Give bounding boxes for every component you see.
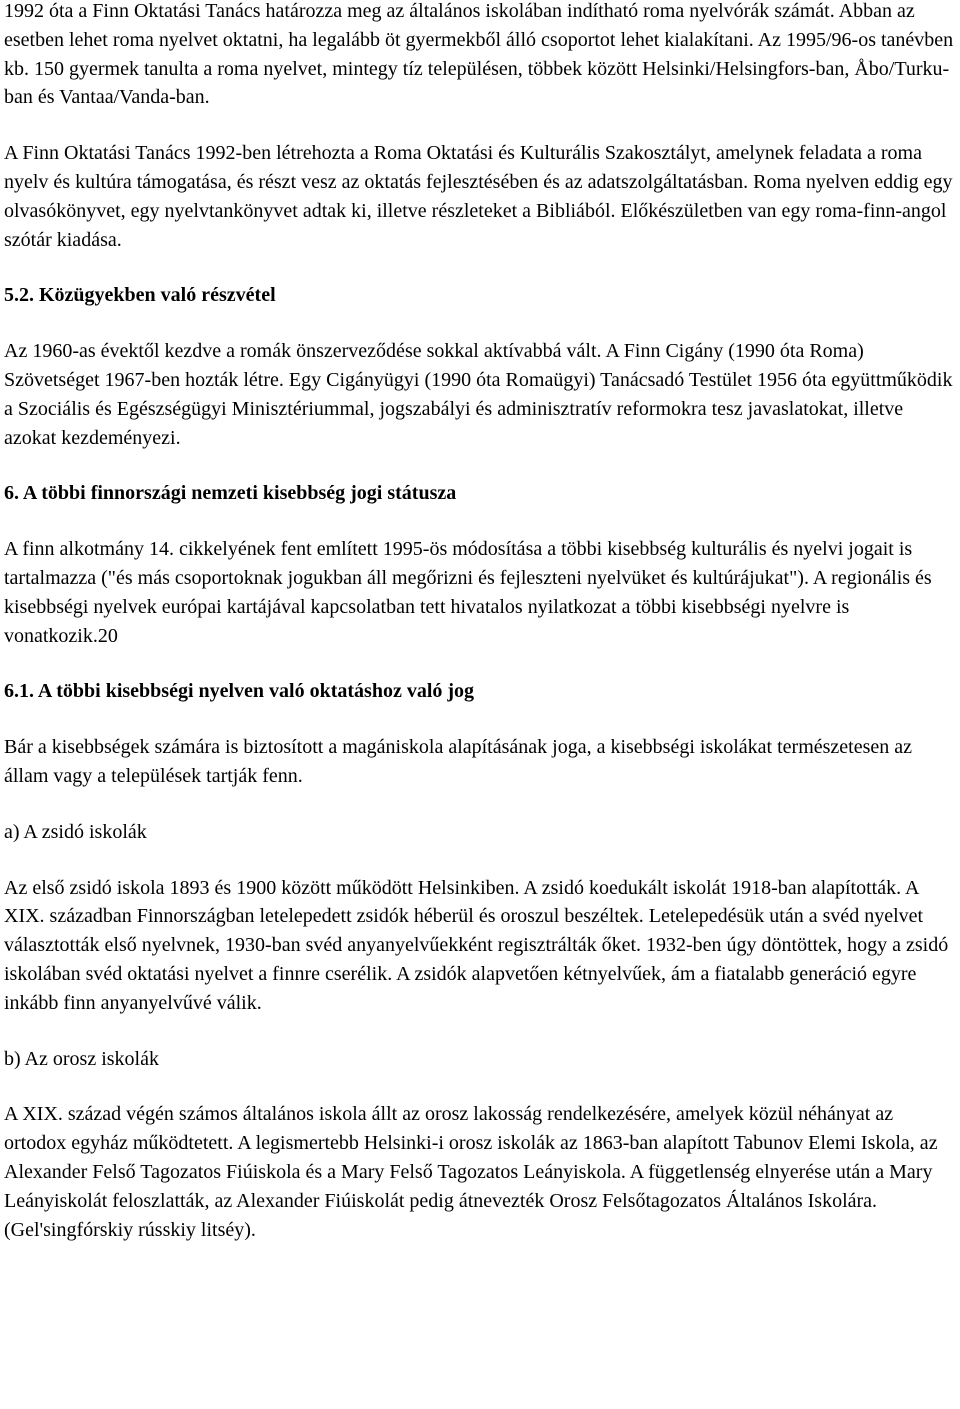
heading-6: 6. A többi finnországi nemzeti kisebbség jogi státusza <box>4 482 457 505</box>
paragraph-russian-schools: A XIX. század végén számos általános iskola állt az orosz lakosság rendelkezésére, amelyek közül néhányat az ortodox egyház működtetett. A legismertebb Helsinki-i orosz iskolák az 1863-ban alapított Tabunov Elemi Iskola, az Alexander Felső Tagozatos Fiúiskola és a Mary Felső Tagozatos Leányiskola. A függetlenség elnyerése után a Mary Leányiskolát feloszlatták, az Alexander Fiúiskolát pedig átnevezték Orosz Felsőtagozatos Általános Iskolára. (Gel'singfórskiy rússkiy litséy). <box>4 1103 938 1241</box>
paragraph-roma-education-department: A Finn Oktatási Tanács 1992-ben létrehozta a Roma Oktatási és Kulturális Szakosztályt, amelynek feladata a roma nyelv és kultúra támogatása, és részt vesz az oktatás fejlesztésében és az adatszolgáltatásban. Roma nyelven eddig egy olvasókönyvet, egy nyelvtankönyvet adtak ki, illetve részleteket a Bibliából. Előkészületben van egy roma-finn-angol szótár kiadása. <box>4 142 953 251</box>
paragraph-constitution-article-14: A finn alkotmány 14. cikkelyének fent említett 1995-ös módosítása a többi kisebbség kulturális és nyelvi jogait is tartalmazza ("és más csoportoknak jogukban áll megőrizni és fejleszteni nyelvüket és kultúrájukat"). A regionális és kisebbségi nyelvek európai kartájával kapcsolatban tett hivatalos nyilatkozat a többi kisebbségi nyelvre is vonatkozik.20 <box>4 538 932 647</box>
paragraph-private-schools: Bár a kisebbségek számára is biztosított a magániskola alapításának joga, a kisebbségi iskolákat természetesen az állam vagy a települések tartják fenn. <box>4 736 913 787</box>
heading-6-1: 6.1. A többi kisebbségi nyelven való oktatáshoz való jog <box>4 680 475 703</box>
subheading-jewish-schools: a) A zsidó iskolák <box>4 820 147 843</box>
paragraph-roma-language-lessons: 1992 óta a Finn Oktatási Tanács határozza meg az általános iskolában indítható roma nyelvórák számát. Abban az esetben lehet roma nyelvet oktatni, ha legalább öt gyermekből álló csoportot lehet kialakítani. Az 1995/96-os tanévben kb. 150 gyermek tanulta a roma nyelvet, mintegy tíz településen, többek között Helsinki/Helsingfors-ban, Åbo/Turku-ban és Vantaa/Vanda-ban. <box>4 0 954 109</box>
heading-5-2: 5.2. Közügyekben való részvétel <box>4 284 276 307</box>
subheading-russian-schools: b) Az orosz iskolák <box>4 1047 159 1070</box>
paragraph-jewish-schools: Az első zsidó iskola 1893 és 1900 között működött Helsinkiben. A zsidó koedukált iskolát 1918-ban alapították. A XIX. században Finnországban letelepedett zsidók héberül és oroszul beszéltek. Letelepedésük után a svéd nyelvet választották első nyelvnek, 1930-ban svéd anyanyelvűekként regisztrálták őket. 1932-ben úgy döntöttek, hogy a zsidó iskolában svéd oktatási nyelvet a finnre cserélik. A zsidók alapvetően kétnyelvűek, ám a fiatalabb generáció egyre inkább finn anyanyelvűvé válik. <box>4 876 949 1014</box>
paragraph-roma-self-organization: Az 1960-as évektől kezdve a romák önszerveződése sokkal aktívabbá vált. A Finn Cigány (1990 óta Roma) Szövetséget 1967-ben hozták létre. Egy Cigányügyi (1990 óta Romaügyi) Tanácsadó Testület 1956 óta együttműködik a Szociális és Egészségügyi Minisztériummal, jogszabályi és adminisztratív reformokra tesz javaslatokat, illetve azokat kezdeményezi. <box>4 340 953 449</box>
document-body <box>4 0 954 1244</box>
